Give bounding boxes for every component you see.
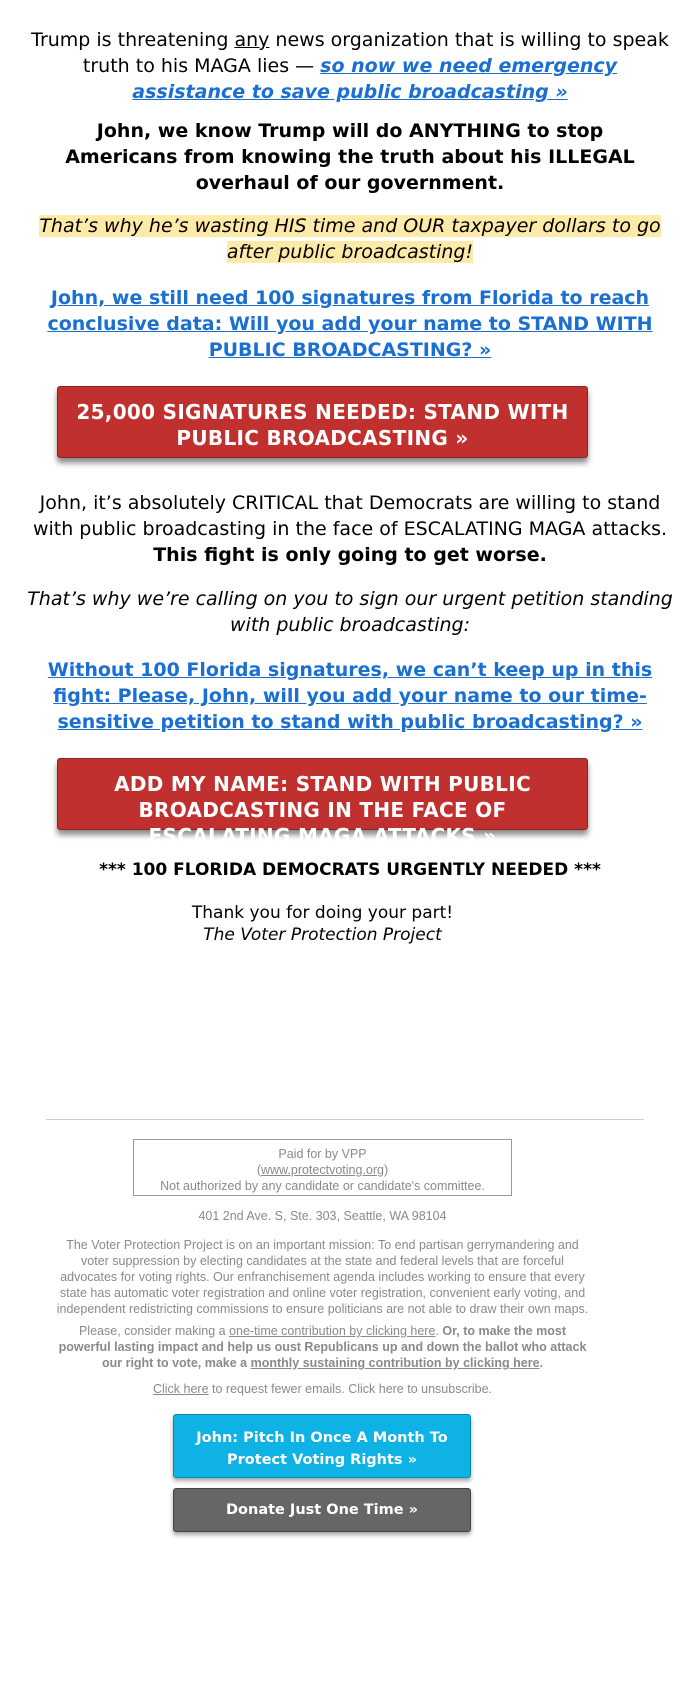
fewer-emails-text: to request fewer emails. Click here to unsubscribe. xyxy=(208,1382,493,1396)
website-close-paren: ) xyxy=(383,1163,389,1177)
contribution-end: . xyxy=(539,1356,544,1370)
not-authorized-text: Not authorized by any candidate or candidate's committee. xyxy=(160,1179,485,1193)
contribution-text-a: Please, consider making a xyxy=(78,1324,230,1338)
paid-for-text: Paid for by VPP xyxy=(278,1147,367,1161)
fewer-emails-line xyxy=(0,1381,645,1397)
contribution-text-b: . xyxy=(435,1324,443,1338)
paid-for-box xyxy=(133,1139,512,1196)
monthly-donate-button[interactable]: John: Pitch In Once A Month To Protect Voting Rights » xyxy=(173,1414,471,1478)
urgent-notice: *** 100 FLORIDA DEMOCRATS URGENTLY NEEDED *** xyxy=(99,860,601,880)
thanks-text: Thank you for doing your part! xyxy=(191,903,454,923)
emergency-assistance-link[interactable]: so now we need emergency assistance to save public broadcasting » xyxy=(132,55,618,103)
petition-link-paragraph-2 xyxy=(25,657,675,735)
fewer-emails-link[interactable]: Click here xyxy=(152,1382,209,1396)
intro-text-a: Trump is threatening xyxy=(31,29,235,51)
intro-text-any: any xyxy=(234,29,270,51)
contribution-paragraph xyxy=(55,1323,590,1371)
petition-link-paragraph-1 xyxy=(25,285,675,363)
headline: John, we know Trump will do ANYTHING to stop Americans from knowing the truth about his ILLEGAL overhaul of our government. xyxy=(65,120,635,194)
monthly-contribution-link[interactable]: monthly sustaining contribution by clicking here xyxy=(250,1356,540,1370)
critical-paragraph xyxy=(25,490,675,568)
website-link[interactable]: www.protectvoting.org xyxy=(261,1163,384,1177)
calling-paragraph: That’s why we’re calling on you to sign our urgent petition standing with public broadcasting: xyxy=(27,588,673,636)
critical-bold-text: This fight is only going to get worse. xyxy=(153,544,547,566)
signature: The Voter Protection Project xyxy=(203,925,442,945)
intro-text-b: news organization that is willing to speak truth to his MAGA lies — xyxy=(82,29,669,77)
address: 401 2nd Ave. S, Ste. 303, Seattle, WA 98104 xyxy=(198,1209,447,1223)
website-open-paren: ( xyxy=(256,1163,261,1177)
add-my-name-button[interactable]: ADD MY NAME: STAND WITH PUBLIC BROADCASTING IN THE FACE OF ESCALATING MAGA ATTACKS » xyxy=(57,758,588,830)
footer-divider xyxy=(46,1119,644,1120)
contribution-bold-text: Or, to make the most powerful lasting impact and help us oust Republicans up and down the ballot who attack our right to vote, make a xyxy=(58,1324,587,1370)
intro-paragraph xyxy=(25,27,675,105)
mission-statement: The Voter Protection Project is on an important mission: To end partisan gerrymandering and voter suppression by electing candidates at the state and federal levels that are forceful advocates for voting rights. Our enfranchisement agenda includes working to ensure that every state has automatic voter registration and online voter registration, convenient early voting, and independent redistricting commissions to ensure politicians are not able to draw their own maps. xyxy=(56,1238,589,1316)
highlighted-text: That’s why he’s wasting HIS time and OUR taxpayer dollars to go after public broadcasting! xyxy=(39,215,661,263)
florida-signatures-link[interactable]: John, we still need 100 signatures from Florida to reach conclusive data: Will you add your name to STAND WITH PUBLIC BROADCASTING? » xyxy=(47,287,653,361)
time-sensitive-petition-link[interactable]: Without 100 Florida signatures, we can’t keep up in this fight: Please, John, will you add your name to our time-sensitive petition to stand with public broadcasting? » xyxy=(47,659,653,733)
one-time-contribution-link[interactable]: one-time contribution by clicking here xyxy=(229,1324,436,1338)
website-line xyxy=(138,1162,507,1178)
critical-text: John, it’s absolutely CRITICAL that Democrats are willing to stand with public broadcasting in the face of ESCALATING MAGA attacks. xyxy=(32,492,668,540)
highlight-paragraph xyxy=(25,213,675,265)
one-time-donate-button[interactable]: Donate Just One Time » xyxy=(173,1488,471,1532)
signatures-needed-button[interactable]: 25,000 SIGNATURES NEEDED: STAND WITH PUBLIC BROADCASTING » xyxy=(57,386,588,458)
